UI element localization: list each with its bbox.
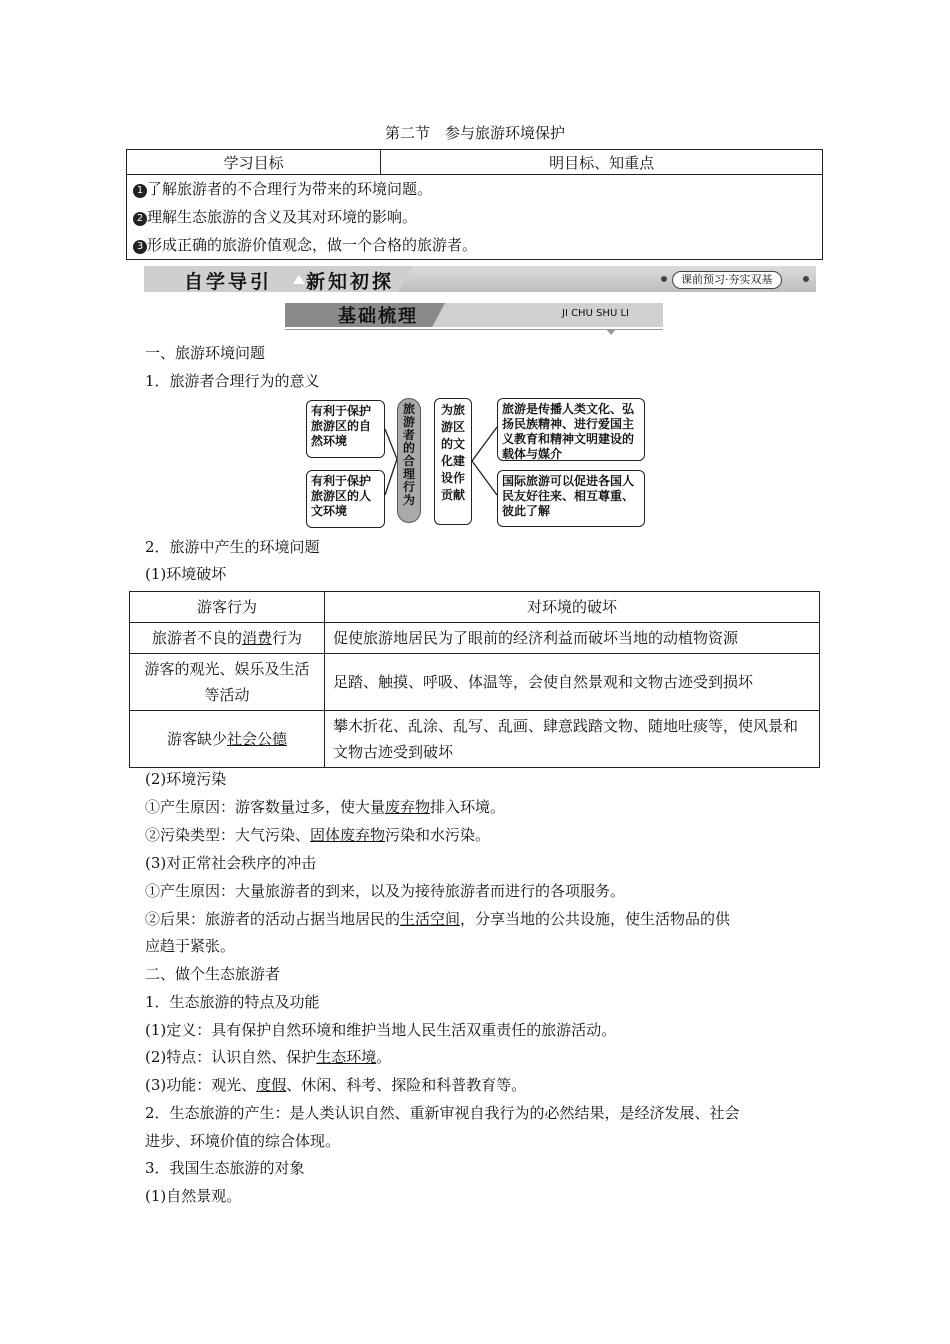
table-cell xyxy=(130,623,325,654)
diagram-box-natural: 有利于保护旅游区的自然环境 xyxy=(306,400,385,458)
text: ①产生原因：游客数量过多，使大量 xyxy=(145,798,386,816)
underlined-text: 固体废弃物 xyxy=(310,826,386,844)
banner-title-b: 新知初探 xyxy=(306,271,395,293)
text: 污染和水污染。 xyxy=(385,826,491,844)
text: 、休闲、科考、探险和科普教育等。 xyxy=(286,1076,527,1094)
cell-text: 旅游者不良的 xyxy=(151,629,242,647)
dot-icon xyxy=(661,276,667,282)
diagram-box-carrier: 旅游是传播人类文化、弘扬民族精神、进行爱国主义教育和精神文明建设的载体与媒介 xyxy=(497,398,645,461)
heading-2: 二、做个生态旅游者 xyxy=(145,965,281,983)
heading-1-2: 2．旅游中产生的环境问题 xyxy=(145,538,320,556)
pollution-types xyxy=(145,824,490,845)
heading-pollution: (2)环境污染 xyxy=(145,770,227,788)
table-row xyxy=(130,592,820,623)
heading-2-3: 3．我国生态旅游的对象 xyxy=(145,1159,305,1177)
cell-underlined: 社会公德 xyxy=(227,730,288,748)
table-row xyxy=(130,623,820,654)
page-title: 第二节 参与旅游环境保护 xyxy=(384,124,565,142)
goal-text: 了解旅游者的不合理行为带来的环境问题。 xyxy=(147,180,433,198)
damage-table xyxy=(129,591,820,768)
goals-body xyxy=(127,175,823,260)
number-badge-icon: 3 xyxy=(133,240,147,254)
heading-1-1: 1．旅游者合理行为的意义 xyxy=(145,372,320,390)
table-cell: 足踏、触摸、呼吸、体温等，会使自然景观和文物古迹受到损坏 xyxy=(325,654,820,711)
caret-down-icon xyxy=(606,329,616,335)
underlined-text: 废弃物 xyxy=(385,798,431,816)
learning-goals-table xyxy=(126,149,823,260)
goals-header-right: 明目标、知重点 xyxy=(381,150,823,175)
eco-functions xyxy=(145,1074,526,1095)
text: 排入环境。 xyxy=(430,798,506,816)
goal-text: 形成正确的旅游价值观念，做一个合格的旅游者。 xyxy=(147,236,478,254)
heading-2-1: 1．生态旅游的特点及功能 xyxy=(145,993,320,1011)
diagram-box-international: 国际旅游可以促进各国人民友好往来、相互尊重、彼此了解 xyxy=(497,470,645,527)
number-badge-icon: 2 xyxy=(133,212,147,226)
text: 。 xyxy=(376,1048,392,1066)
section-banner-title xyxy=(184,267,394,294)
table-cell: 促使旅游地居民为了眼前的经济利益而破坏当地的动植物资源 xyxy=(325,623,820,654)
cell-text: 行为 xyxy=(272,629,303,647)
text: ，分享当地的公共设施，使生活物品的供 xyxy=(460,910,731,928)
banner-pill: 课前预习·夯实双基 xyxy=(672,271,782,289)
text: (2)特点：认识自然、保护 xyxy=(145,1048,317,1066)
goal-item xyxy=(133,203,816,231)
underlined-text: 度假 xyxy=(256,1076,287,1094)
table-cell: 游客的观光、娱乐及生活等活动 xyxy=(130,654,325,711)
table-row xyxy=(130,654,820,711)
heading-1: 一、旅游环境问题 xyxy=(145,344,266,362)
order-cause: ①产生原因：大量旅游者的到来，以及为接待旅游者而进行的各项服务。 xyxy=(145,882,626,900)
eco-features xyxy=(145,1046,391,1067)
diagram-box-culture-build: 为旅游区的文化建设作贡献 xyxy=(434,398,472,525)
table-row xyxy=(130,711,820,768)
cell-text: 游客缺少 xyxy=(166,730,227,748)
table-header: 对环境的破坏 xyxy=(325,592,820,623)
text: (3)功能：观光、 xyxy=(145,1076,257,1094)
goal-item xyxy=(133,231,816,259)
goal-text: 理解生态旅游的含义及其对环境的影响。 xyxy=(147,208,418,226)
order-result-cont: 应趋于紧张。 xyxy=(145,937,236,955)
heading-1-2-1: (1)环境破坏 xyxy=(145,565,227,583)
dot-icon xyxy=(803,276,809,282)
heading-2-2: 2．生态旅游的产生：是人类认识自然、重新审视自我行为的必然结果，是经济发展、社会 xyxy=(145,1104,740,1122)
heading-order: (3)对正常社会秩序的冲击 xyxy=(145,854,317,872)
number-badge-icon: 1 xyxy=(133,184,147,198)
goals-header-left: 学习目标 xyxy=(127,150,381,175)
diagram-center-oval: 旅游者的合理行为 xyxy=(397,398,421,523)
goal-item xyxy=(133,175,816,203)
sub-banner-pinyin: JI CHU SHU LI xyxy=(562,308,629,319)
sub-banner-title: 基础梳理 xyxy=(338,306,418,327)
heading-2-2-cont: 进步、环境价值的综合体现。 xyxy=(145,1132,341,1150)
text: ②后果：旅游者的活动占据当地居民的 xyxy=(145,910,401,928)
triangle-icon xyxy=(293,275,305,284)
cell-underlined: 消费 xyxy=(241,629,272,647)
text: ②污染类型：大气污染、 xyxy=(145,826,311,844)
diagram-box-cultural: 有利于保护旅游区的人文环境 xyxy=(306,470,385,528)
table-cell: 攀木折花、乱涂、乱写、乱画、肆意践踏文物、随地吐痰等，使风景和文物古迹受到破坏 xyxy=(325,711,820,768)
order-result xyxy=(145,908,730,929)
banner-title-a: 自学导引 xyxy=(184,271,273,293)
heading-2-3-1: (1)自然景观。 xyxy=(145,1187,242,1205)
underlined-text: 生活空间 xyxy=(400,910,461,928)
table-header: 游客行为 xyxy=(130,592,325,623)
table-cell xyxy=(130,711,325,768)
underlined-text: 生态环境 xyxy=(316,1048,377,1066)
eco-definition: (1)定义：具有保护自然环境和维护当地人民生活双重责任的旅游活动。 xyxy=(145,1021,617,1039)
pollution-cause xyxy=(145,796,505,817)
